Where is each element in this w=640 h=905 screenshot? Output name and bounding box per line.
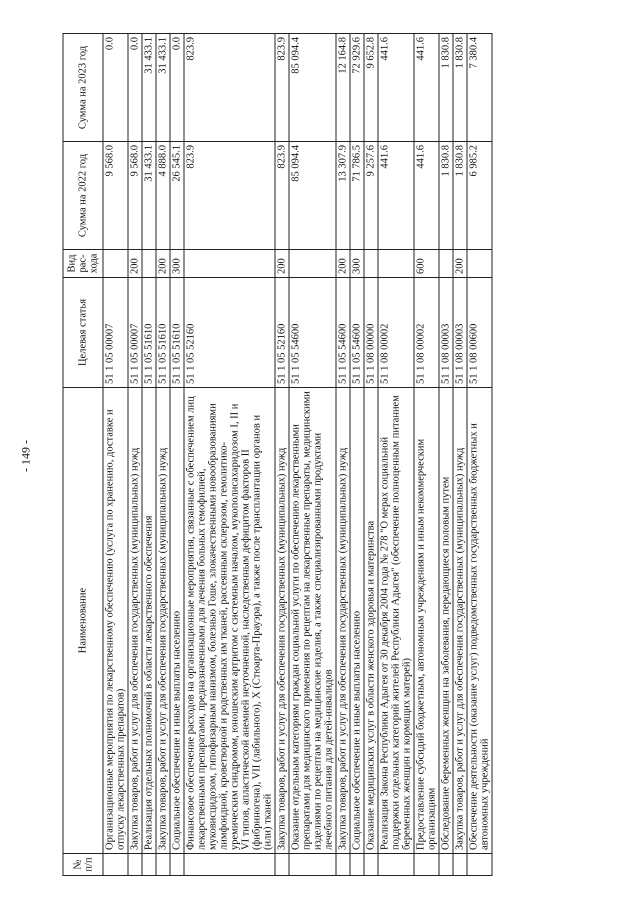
- table-row: [156, 34, 170, 876]
- sum-2022-cell: 441.6: [414, 142, 439, 250]
- header-row: [63, 34, 103, 876]
- article-cell: 51 1 08 00000: [364, 278, 378, 388]
- article-cell: 51 1 05 00007: [128, 278, 142, 388]
- table-row: [184, 34, 275, 876]
- name-cell: Оказание отдельным категориям граждан социальной услуги по обеспечению лекарственными препаратами для медицинского применения по рецептам на лекарственные препараты, медицинскими изделиями по рецептам на медицинские изделия, а также специализированными продуктами лечебного питания для детей-инвалидов: [289, 388, 336, 854]
- sum-2023-cell: 31 433.1: [142, 34, 156, 142]
- name-cell: Предоставление субсидий бюджетным, автономным учреждениям и иным некоммерческим организациям: [414, 388, 439, 854]
- sum-2023-cell: 72 929.6: [350, 34, 364, 142]
- table-row: [414, 34, 439, 876]
- header-name: Наименование: [63, 388, 103, 854]
- budget-table: [63, 33, 493, 876]
- budget-table-sheet: [63, 34, 578, 876]
- table-row: [378, 34, 414, 876]
- sum-2023-cell: 9 652.8: [364, 34, 378, 142]
- page-number: - 149 -: [18, 440, 33, 472]
- name-cell: Реализация Закона Республики Адыгея от 30 декабря 2004 года № 278 "О мерах социальной поддержки отдельных категорий жителей Республики Адыгея" (обеспечение полноценным питанием беременных женщин и кормящих матерей): [378, 388, 414, 854]
- num-cell: [275, 854, 289, 876]
- table-row: [439, 34, 453, 876]
- sum-2022-cell: 6 985.2: [467, 142, 492, 250]
- sum-2023-cell: 12 164.8: [336, 34, 350, 142]
- type-cell: 600: [414, 250, 439, 278]
- table-row: [170, 34, 184, 876]
- sum-2022-cell: 441.6: [378, 142, 414, 250]
- article-cell: 51 1 08 00002: [378, 278, 414, 388]
- type-cell: 200: [336, 250, 350, 278]
- article-cell: 51 1 08 00003: [439, 278, 453, 388]
- sum-2022-cell: 1 830.8: [453, 142, 467, 250]
- article-cell: 51 1 08 00002: [414, 278, 439, 388]
- type-cell: [439, 250, 453, 278]
- type-cell: [467, 250, 492, 278]
- sum-2022-cell: 9 568.0: [128, 142, 142, 250]
- num-cell: [103, 854, 128, 876]
- num-cell: [467, 854, 492, 876]
- sum-2022-cell: 9 568.0: [103, 142, 128, 250]
- num-cell: [336, 854, 350, 876]
- article-cell: 51 1 05 51610: [156, 278, 170, 388]
- sum-2023-cell: 1 830.8: [439, 34, 453, 142]
- sum-2022-cell: 823.9: [184, 142, 275, 250]
- name-cell: Обеспечение деятельности (оказание услуг) подведомственных государственных бюджетных и автономных учреждений: [467, 388, 492, 854]
- type-cell: 300: [170, 250, 184, 278]
- sum-2023-cell: 31 433.1: [156, 34, 170, 142]
- sum-2022-cell: 4 888.0: [156, 142, 170, 250]
- num-cell: [142, 854, 156, 876]
- num-cell: [184, 854, 275, 876]
- type-cell: [142, 250, 156, 278]
- header-num: № п/п: [63, 854, 103, 876]
- table-row: [103, 34, 128, 876]
- sum-2022-cell: 71 786.5: [350, 142, 364, 250]
- num-cell: [439, 854, 453, 876]
- article-cell: 51 1 05 54600: [336, 278, 350, 388]
- article-cell: 51 1 05 51610: [170, 278, 184, 388]
- name-cell: Организационные мероприятия по лекарственному обеспечению (услуга по хранению, доставке и отпуску лекарственных препаратов): [103, 388, 128, 854]
- name-cell: Закупка товаров, работ и услуг для обеспечения государственных (муниципальных) нужд: [156, 388, 170, 854]
- type-cell: 200: [128, 250, 142, 278]
- type-cell: 200: [275, 250, 289, 278]
- table-row: [467, 34, 492, 876]
- article-cell: 51 1 05 52160: [184, 278, 275, 388]
- name-cell: Социальное обеспечение и иные выплаты населению: [350, 388, 364, 854]
- table-row: [142, 34, 156, 876]
- sum-2023-cell: 823.9: [275, 34, 289, 142]
- type-cell: 300: [350, 250, 364, 278]
- type-cell: [184, 250, 275, 278]
- num-cell: [289, 854, 336, 876]
- sum-2022-cell: 9 257.6: [364, 142, 378, 250]
- sum-2023-cell: 85 094.4: [289, 34, 336, 142]
- sum-2023-cell: 7 380.4: [467, 34, 492, 142]
- table-row: [128, 34, 142, 876]
- type-cell: [364, 250, 378, 278]
- table-row: [350, 34, 364, 876]
- num-cell: [350, 854, 364, 876]
- num-cell: [128, 854, 142, 876]
- sum-2022-cell: 823.9: [275, 142, 289, 250]
- num-cell: [156, 854, 170, 876]
- name-cell: Закупка товаров, работ и услуг для обеспечения государственных (муниципальных) нужд: [336, 388, 350, 854]
- article-cell: 51 1 08 00003: [453, 278, 467, 388]
- type-cell: [289, 250, 336, 278]
- table-row: [275, 34, 289, 876]
- sum-2023-cell: 823.9: [184, 34, 275, 142]
- article-cell: 51 1 05 54600: [350, 278, 364, 388]
- article-cell: 51 1 05 51610: [142, 278, 156, 388]
- table-row: [336, 34, 350, 876]
- num-cell: [453, 854, 467, 876]
- sum-2023-cell: 0.0: [103, 34, 128, 142]
- type-cell: 200: [156, 250, 170, 278]
- sum-2022-cell: 85 094.4: [289, 142, 336, 250]
- type-cell: 200: [453, 250, 467, 278]
- name-cell: Закупка товаров, работ и услуг для обеспечения государственных (муниципальных) нужд: [128, 388, 142, 854]
- name-cell: Закупка товаров, работ и услуг для обеспечения государственных (муниципальных) нужд: [453, 388, 467, 854]
- type-cell: [378, 250, 414, 278]
- sum-2022-cell: 1 830.8: [439, 142, 453, 250]
- num-cell: [414, 854, 439, 876]
- table-row: [453, 34, 467, 876]
- header-article: Целевая статья: [63, 278, 103, 388]
- table-row: [364, 34, 378, 876]
- article-cell: 51 1 05 54600: [289, 278, 336, 388]
- sum-2023-cell: 441.6: [414, 34, 439, 142]
- table-row: [289, 34, 336, 876]
- num-cell: [378, 854, 414, 876]
- article-cell: 51 1 05 00007: [103, 278, 128, 388]
- name-cell: Оказание медицинских услуг в области женского здоровья и материнства: [364, 388, 378, 854]
- name-cell: Реализация отдельных полномочий в области лекарственного обеспечения: [142, 388, 156, 854]
- num-cell: [364, 854, 378, 876]
- type-cell: [103, 250, 128, 278]
- name-cell: Финансовое обеспечение расходов на организационные мероприятия, связанные с обеспечением лиц лекарственными препаратами, предназначенными для лечения больных гемофилией, муковисцидозом, гипофизарным нанизмом, болезнью Гоше, злокачественными новообразованиями лимфоидной, кроветворной и родственных им тканей, рассеянным склерозом, гемолитико-уремическим синдромом, юношеским артритом с системным началом, мукополисахаридозом I, II и VI типов, апластической анемией неуточненной, наследственным дефицитом факторов II (фибриногена), VII (лабильного), X (Стюарта-Прауэра), а также после трансплантации органов и (или) тканей: [184, 388, 275, 854]
- header-type: Вид рас-хода: [63, 250, 103, 278]
- header-sum-2022: Сумма на 2022 год: [63, 142, 103, 250]
- sum-2023-cell: 441.6: [378, 34, 414, 142]
- name-cell: Социальное обеспечение и иные выплаты населению: [170, 388, 184, 854]
- name-cell: Закупка товаров, работ и услуг для обеспечения государственных (муниципальных) нужд: [275, 388, 289, 854]
- sum-2023-cell: 1 830.8: [453, 34, 467, 142]
- sum-2022-cell: 31 433.1: [142, 142, 156, 250]
- name-cell: Обследование беременных женщин на заболевания, передающиеся половым путем: [439, 388, 453, 854]
- sum-2022-cell: 13 307.9: [336, 142, 350, 250]
- sum-2023-cell: 0.0: [170, 34, 184, 142]
- article-cell: 51 1 08 00600: [467, 278, 492, 388]
- sum-2022-cell: 26 545.1: [170, 142, 184, 250]
- sum-2023-cell: 0.0: [128, 34, 142, 142]
- article-cell: 51 1 05 52160: [275, 278, 289, 388]
- header-sum-2023: Сумма на 2023 год: [63, 34, 103, 142]
- num-cell: [170, 854, 184, 876]
